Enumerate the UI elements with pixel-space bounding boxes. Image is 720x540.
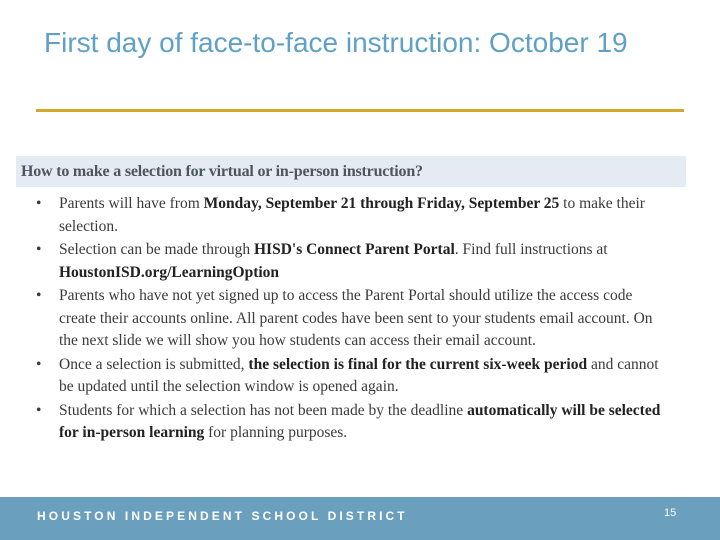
slide-title: First day of face-to-face instruction: October 19 xyxy=(44,27,628,58)
title-divider xyxy=(36,109,684,112)
footer-bar xyxy=(0,497,720,540)
list-item: • Once a selection is submitted, the selection is final for the current six-week period and cannot be updated until the selection window is opened again. xyxy=(36,355,659,395)
selection-dates: Monday, September 21 through Friday, September 25 xyxy=(203,195,560,212)
bullet-icon: • xyxy=(36,287,42,304)
default-selection-note: automatically will be selected for in-person learning xyxy=(59,401,661,441)
instruction-list xyxy=(16,193,686,445)
list-item: • Parents will have from Monday, September 21 through Friday, September 25 to make their selection. xyxy=(36,195,645,235)
bullet-icon: • xyxy=(36,401,42,419)
bullet-icon: • xyxy=(36,241,42,258)
selection-instructions-panel xyxy=(16,156,686,446)
district-name: HOUSTON INDEPENDENT SCHOOL DISTRICT xyxy=(37,509,408,523)
list-item: • Selection can be made through HISD's Connect Parent Portal. Find full instructions at HoustonISD.org/LearningOption xyxy=(36,241,608,281)
section-heading: How to make a selection for virtual or in-person instruction? xyxy=(16,156,686,187)
bullet-icon: • xyxy=(36,195,42,212)
parent-portal-name: HISD's Connect Parent Portal xyxy=(253,241,455,258)
instructions-link[interactable]: HoustonISD.org/LearningOption xyxy=(59,263,280,281)
bullet-icon: • xyxy=(36,355,42,373)
final-selection-note: the selection is final for the current six-week period xyxy=(248,355,588,373)
list-item: • Parents who have not yet signed up to access the Parent Portal should utilize the access code create their accounts online. All parent codes have been sent to your students email account. On the next slide we will show you how students can access their email account. xyxy=(36,287,653,349)
page-number: 15 xyxy=(664,507,677,519)
list-item: • Students for which a selection has not been made by the deadline automatically will be selected for in-person learning for planning purposes. xyxy=(36,401,661,441)
